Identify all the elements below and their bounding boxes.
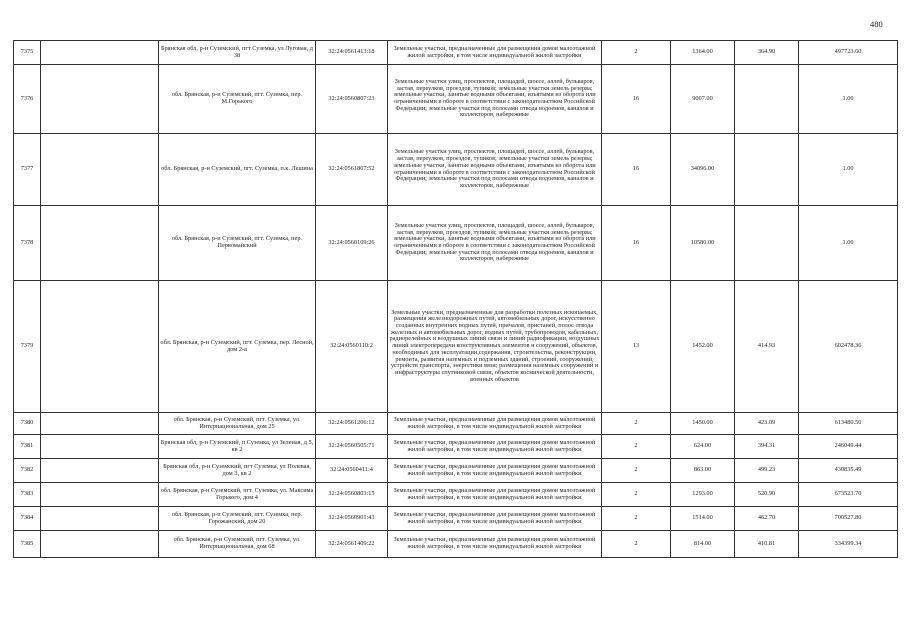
- table-row: [14, 459, 898, 483]
- cadastral-value-cell: 613480.50: [799, 413, 898, 435]
- use-group-cell: 13: [602, 281, 671, 413]
- area-cell: 34096.00: [671, 134, 735, 206]
- cadastral-value-cell: 602478.36: [799, 281, 898, 413]
- use-group-cell: 2: [602, 41, 671, 65]
- address-cell: Брянская обл, р-н Суземский, п Суземка, ул Зеленая, д 5, кв 2: [159, 435, 316, 459]
- cadastral-value-cell: 673523.70: [799, 483, 898, 507]
- empty-cell: [41, 65, 159, 134]
- use-group-cell: 2: [602, 413, 671, 435]
- specific-value-cell: 364.90: [735, 41, 799, 65]
- area-cell: 1364.00: [671, 41, 735, 65]
- table-row: [14, 531, 898, 558]
- table-row: [14, 206, 898, 281]
- cadastral-number-cell: 32:24:0560505:71: [316, 435, 388, 459]
- empty-cell: [41, 483, 159, 507]
- empty-cell: [41, 531, 159, 558]
- cadastral-value-cell: 1.00: [799, 65, 898, 134]
- area-cell: 9007.00: [671, 65, 735, 134]
- address-cell: обл. Брянская, р-н Суземский, пгт. Суземка, п.к. Лешина: [159, 134, 316, 206]
- table-row: [14, 65, 898, 134]
- cadastral-value-cell: 497723.60: [799, 41, 898, 65]
- use-group-cell: 2: [602, 483, 671, 507]
- cadastral-number-cell: 32:24:0561413:18: [316, 41, 388, 65]
- table-body: [14, 41, 898, 558]
- area-cell: 10580.00: [671, 206, 735, 281]
- row-number-cell: 7381: [14, 435, 41, 459]
- area-cell: 624.00: [671, 435, 735, 459]
- area-cell: 863.00: [671, 459, 735, 483]
- specific-value-cell: [735, 65, 799, 134]
- address-cell: обл. Брянская, р-н Суземский, пгт. Суземка, ул. Интернациональная, дом 25: [159, 413, 316, 435]
- specific-value-cell: 499.23: [735, 459, 799, 483]
- empty-cell: [41, 281, 159, 413]
- land-use-cell: Земельные участки, предназначенные для размещения домов малоэтажной жилой застройки, в том числе индивидуальной жилой застройки: [388, 413, 602, 435]
- table-row: [14, 435, 898, 459]
- cadastral-number-cell: 32:24:0560411:4: [316, 459, 388, 483]
- specific-value-cell: 394.31: [735, 435, 799, 459]
- land-use-cell: Земельные участки, предназначенные для размещения домов малоэтажной жилой застройки, в том числе индивидуальной жилой застройки: [388, 459, 602, 483]
- empty-cell: [41, 507, 159, 531]
- empty-cell: [41, 459, 159, 483]
- specific-value-cell: 520.90: [735, 483, 799, 507]
- empty-cell: [41, 206, 159, 281]
- cadastral-value-cell: 334399.34: [799, 531, 898, 558]
- cadastral-number-cell: 32:24:0560803:15: [316, 483, 388, 507]
- table-row: [14, 413, 898, 435]
- address-cell: Брянская обл, р-н Суземский, пгт Суземка, ул Луговая, д 38: [159, 41, 316, 65]
- land-use-cell: Земельные участки улиц, проспектов, площадей, шоссе, аллей, бульваров, застав, переулков, проездов, тупиков; земельные участки земель резерва; земельные участки, занятые водными объектами, изъятыми из оборота или ограниченными в обороте в соответствии с законодательством Российской Федерации; земельные участки под полосами отвода водоемов, каналов и коллекторов, набережные: [388, 65, 602, 134]
- table-row: [14, 507, 898, 531]
- address-cell: обл. Брянская, р-н Суземский, пгт. Суземка, пер. Лесной, дом 2-а: [159, 281, 316, 413]
- land-use-cell: Земельные участки, предназначенные для разработки полезных ископаемых, размещения железнодорожных путей, автомобильных дорог, искусственно созданных внутренних водных путей, причалов, пристаней, полос отвода железных и автомобильных дорог, водных путей, трубопроводов, кабельных, радиорелейных и воздушных линий связи и линий радиофикации, воздушных линий электропередачи конструктивных элементов и сооружений, объектов, необходимых для эксплуатации,содержания, строительства, реконструкции, ремонта, развития наземных и подземных зданий, строений, сооружений, устройств транспорта, энергетики вязи; размещения наземных сооружений и инфраструктуры спутниковой связи, объектов космической деятельности, военных объектов: [388, 281, 602, 413]
- row-number-cell: 7379: [14, 281, 41, 413]
- table-row: [14, 41, 898, 65]
- row-number-cell: 7376: [14, 65, 41, 134]
- cadastral-number-cell: 32:24:0561409:22: [316, 531, 388, 558]
- specific-value-cell: 423.09: [735, 413, 799, 435]
- cadastral-number-cell: 32:24:0560807:23: [316, 65, 388, 134]
- cadastral-value-cell: 430835.49: [799, 459, 898, 483]
- area-cell: 1452.00: [671, 281, 735, 413]
- specific-value-cell: 462.70: [735, 507, 799, 531]
- use-group-cell: 16: [602, 65, 671, 134]
- table-row: [14, 483, 898, 507]
- land-use-cell: Земельные участки, предназначенные для размещения домов малоэтажной жилой застройки, в том числе индивидуальной жилой застройки: [388, 483, 602, 507]
- row-number-cell: 7377: [14, 134, 41, 206]
- cadastral-number-cell: 32:24:0560109:26: [316, 206, 388, 281]
- row-number-cell: 7383: [14, 483, 41, 507]
- empty-cell: [41, 413, 159, 435]
- use-group-cell: 16: [602, 134, 671, 206]
- cadastral-value-cell: 1.00: [799, 206, 898, 281]
- use-group-cell: 2: [602, 507, 671, 531]
- land-use-cell: Земельные участки, предназначенные для размещения домов малоэтажной жилой застройки, в том числе индивидуальной жилой застройки: [388, 41, 602, 65]
- empty-cell: [41, 435, 159, 459]
- page-number: 480: [870, 19, 883, 29]
- specific-value-cell: 414.93: [735, 281, 799, 413]
- row-number-cell: 7375: [14, 41, 41, 65]
- cadastral-value-cell: 700527.80: [799, 507, 898, 531]
- area-cell: 814.00: [671, 531, 735, 558]
- table-row: [14, 281, 898, 413]
- address-cell: обл. Брянская, р-н Суземский, пгт. Суземка, пер. Первомайский: [159, 206, 316, 281]
- address-cell: обл. Брянская, р-н Суземский, пгт. Суземка, пер. Горожанский, дом 20: [159, 507, 316, 531]
- address-cell: обл. Брянская, р-н Суземский, пгт. Суземка, ул. Интернациональная, дом 68: [159, 531, 316, 558]
- empty-cell: [41, 41, 159, 65]
- land-registry-table: [13, 40, 898, 558]
- area-cell: 1450.00: [671, 413, 735, 435]
- address-cell: обл. Брянская, р-н Суземский, пгт. Суземка, пер. М.Горького: [159, 65, 316, 134]
- row-number-cell: 7384: [14, 507, 41, 531]
- specific-value-cell: 410.81: [735, 531, 799, 558]
- row-number-cell: 7378: [14, 206, 41, 281]
- specific-value-cell: [735, 206, 799, 281]
- land-use-cell: Земельные участки, предназначенные для размещения домов малоэтажной жилой застройки, в том числе индивидуальной жилой застройки: [388, 435, 602, 459]
- address-cell: обл. Брянская, р-н Суземский, пгт. Суземка, ул. Максима Горького, дом 4: [159, 483, 316, 507]
- empty-cell: [41, 134, 159, 206]
- cadastral-number-cell: 32:24:0560901:43: [316, 507, 388, 531]
- specific-value-cell: [735, 134, 799, 206]
- use-group-cell: 2: [602, 531, 671, 558]
- land-use-cell: Земельные участки, предназначенные для размещения домов малоэтажной жилой застройки, в том числе индивидуальной жилой застройки: [388, 507, 602, 531]
- use-group-cell: 2: [602, 459, 671, 483]
- row-number-cell: 7380: [14, 413, 41, 435]
- use-group-cell: 16: [602, 206, 671, 281]
- cadastral-number-cell: 32:24:0560110:2: [316, 281, 388, 413]
- area-cell: 1293.00: [671, 483, 735, 507]
- cadastral-value-cell: 246049.44: [799, 435, 898, 459]
- land-use-cell: Земельные участки улиц, проспектов, площадей, шоссе, аллей, бульваров, застав, переулков, проездов, тупиков; земельные участки земель резерва; земельные участки, занятые водными объектами, изъятыми из оборота или ограниченными в обороте в соответствии с законодательством Российской Федерации; земельные участки под полосами отвода водоемов, каналов и коллекторов, набережные: [388, 134, 602, 206]
- row-number-cell: 7385: [14, 531, 41, 558]
- land-use-cell: Земельные участки, предназначенные для размещения домов малоэтажной жилой застройки, в том числе индивидуальной жилой застройки: [388, 531, 602, 558]
- cadastral-number-cell: 32:24:0561807:52: [316, 134, 388, 206]
- cadastral-value-cell: 1.00: [799, 134, 898, 206]
- area-cell: 1514.00: [671, 507, 735, 531]
- address-cell: Брянская обл, р-н Суземский, пгт Суземка, ул Полевая, дом 3, кв 2: [159, 459, 316, 483]
- table-row: [14, 134, 898, 206]
- row-number-cell: 7382: [14, 459, 41, 483]
- cadastral-number-cell: 32:24:0561206:12: [316, 413, 388, 435]
- use-group-cell: 2: [602, 435, 671, 459]
- land-use-cell: Земельные участки улиц, проспектов, площадей, шоссе, аллей, бульваров, застав, переулков, проездов, тупиков; земельные участки земель резерва; земельные участки, занятые водными объектами, изъятыми из оборота или ограниченными в обороте в соответствии с законодательством Российской Федерации; земельные участки под полосами отвода водоемов, каналов и коллекторов, набережные: [388, 206, 602, 281]
